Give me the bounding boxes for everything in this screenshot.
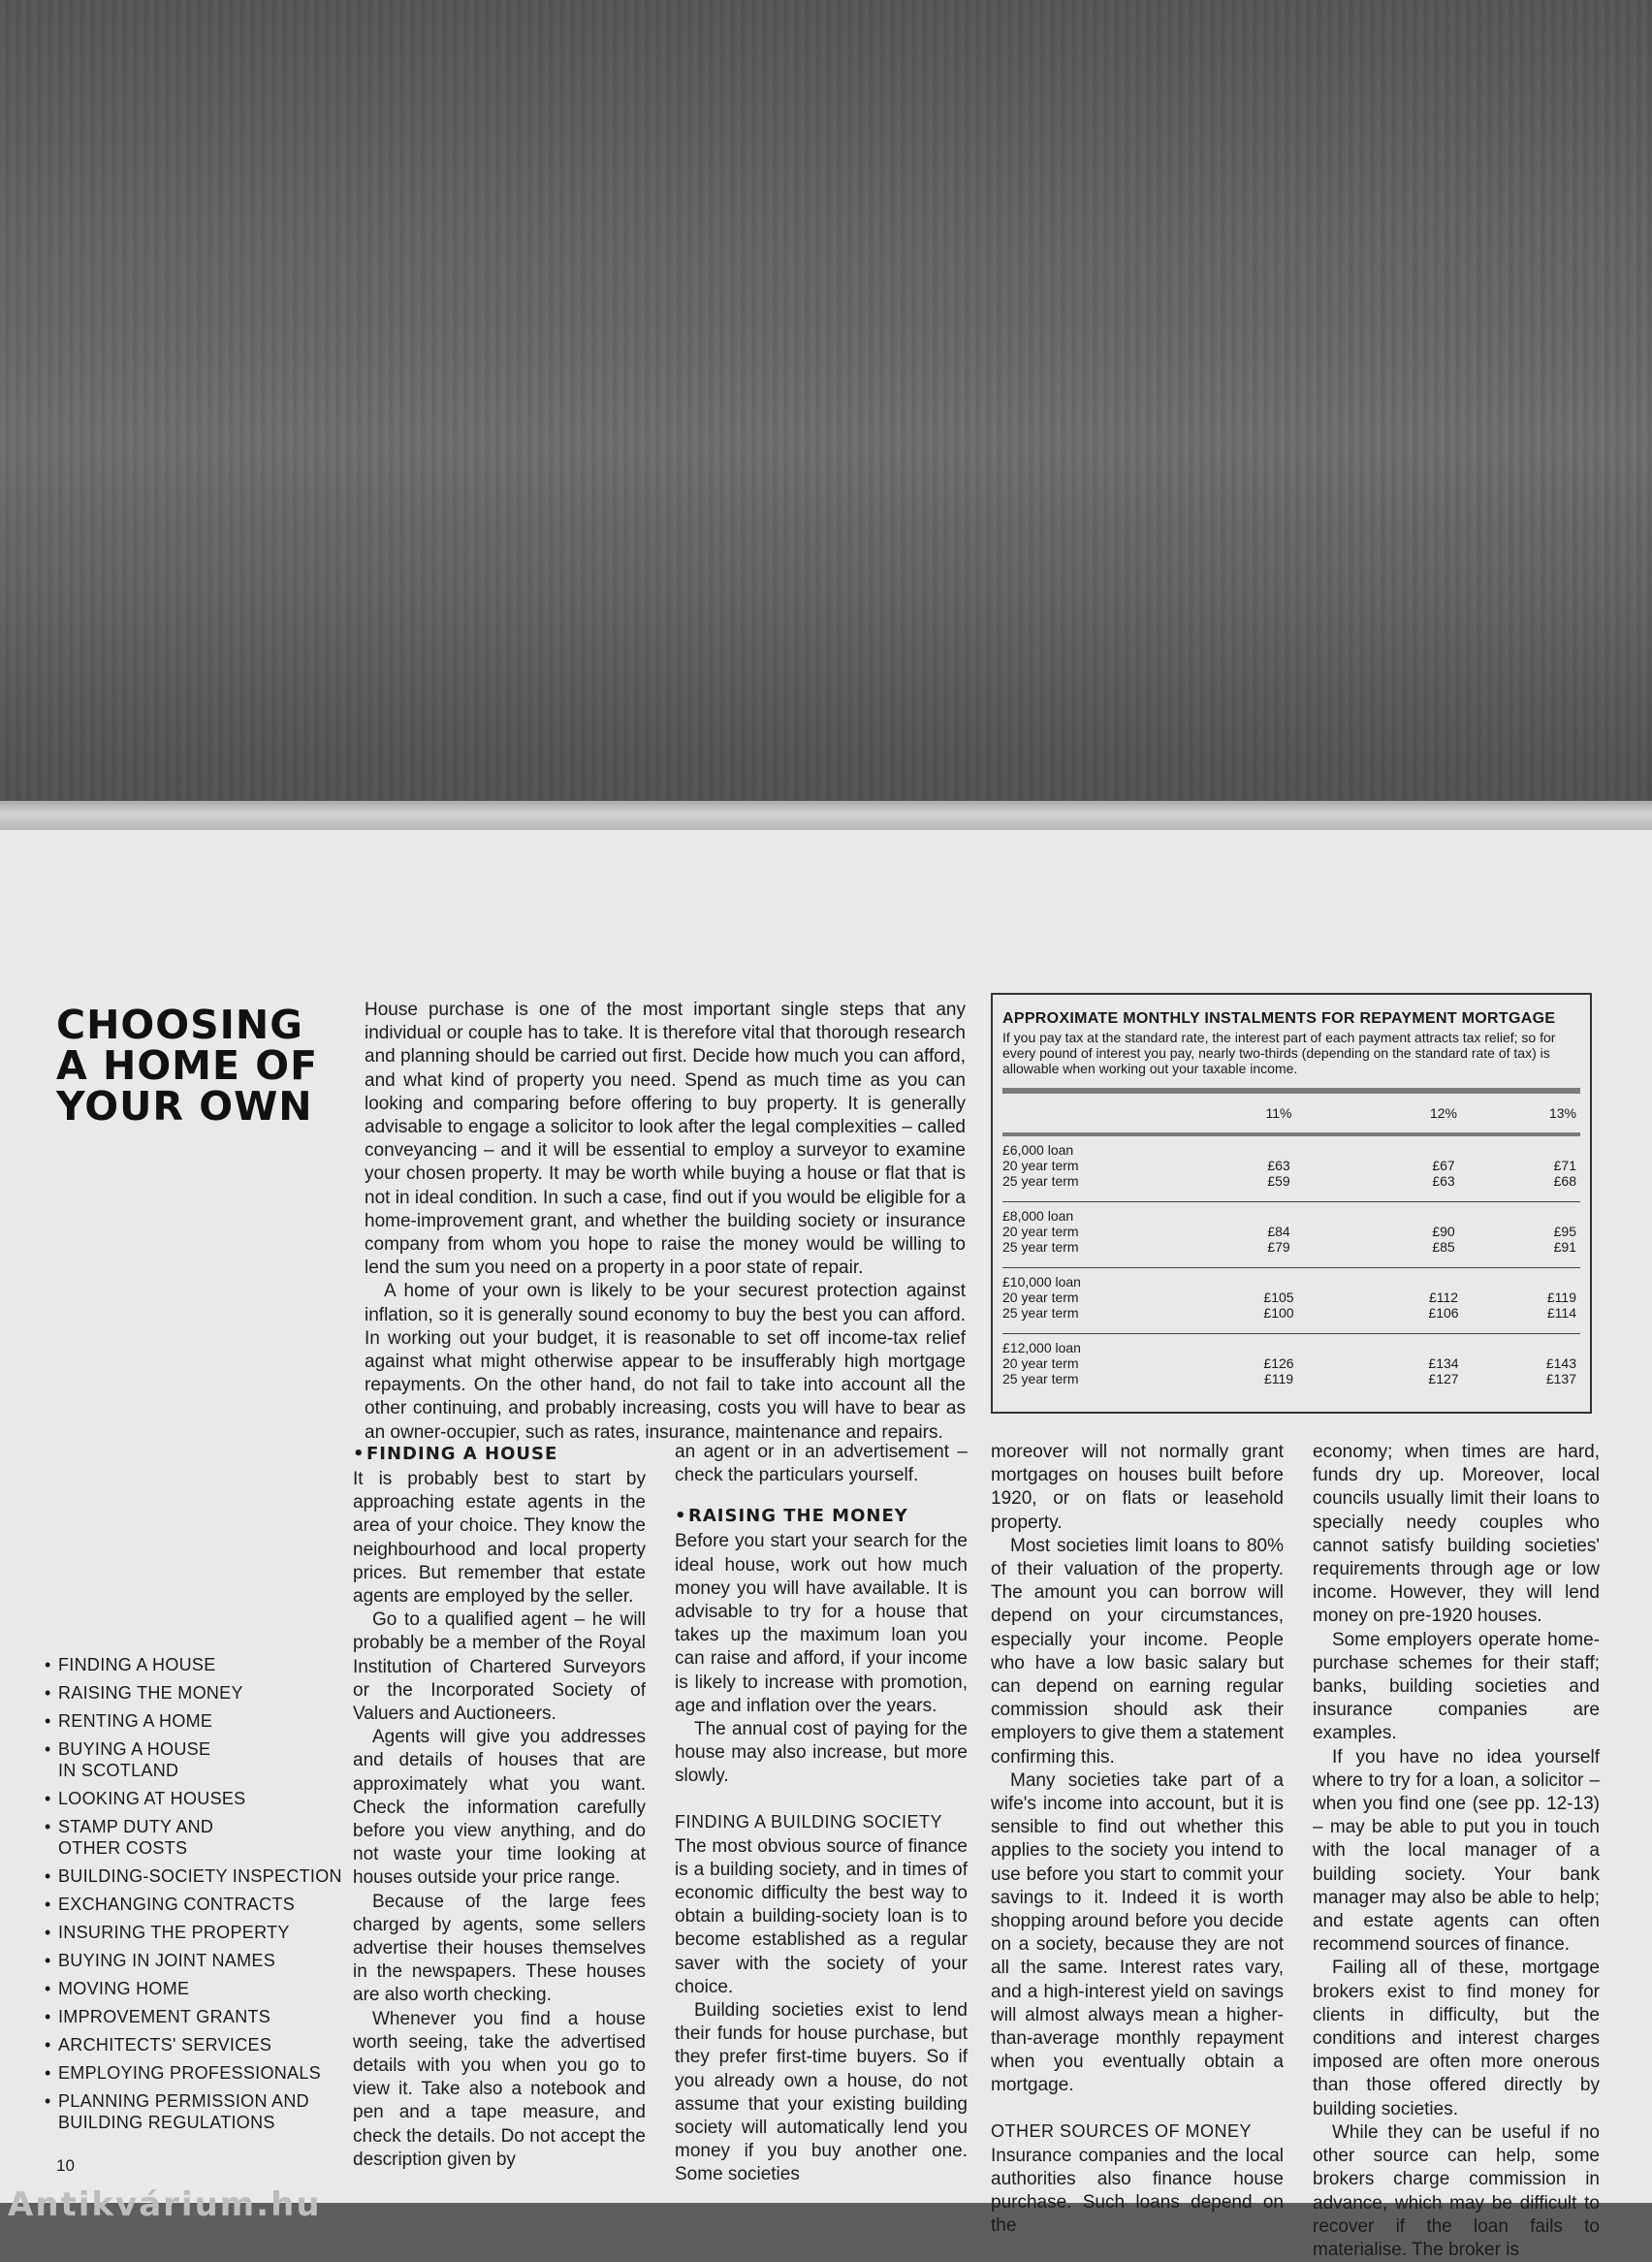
section-heading bbox=[675, 1505, 968, 1528]
contents-label: BUILDING-SOCIETY INSPECTION bbox=[58, 1866, 342, 1886]
bullet-icon: • bbox=[45, 1923, 51, 1942]
paragraph: Whenever you find a house worth seeing, take the advertised details with you when you go to view it. Take also a notebook and pen and a tape measure, and check the details. Do not accept the description given by bbox=[353, 2008, 646, 2170]
cell-value: £63 bbox=[1267, 1158, 1290, 1173]
contents-item bbox=[45, 2062, 355, 2084]
background-shade bbox=[0, 0, 1652, 805]
cell-value: £114 bbox=[1546, 1305, 1576, 1321]
intro-paragraph: A home of your own is likely to be your securest protection against inflation, so it is generally sound economy to buy the best you can afford. In working out your budget, it is reasonable to set off income-tax relief against what might otherwise appear to be insufferably high mortgage repayments. On the other hand, do not fail to take into account all the other continuing, and probably increasing, costs you will have to bear as an owner-occupier, such as rates, insurance, maintenance and repairs. bbox=[365, 1281, 966, 1443]
page-edge bbox=[0, 801, 1652, 832]
paragraph: The most obvious source of finance is a building society, and in times of economic difficulty the best way to obtain a building-society loan is to become established as a regular saver with the society of your choice. bbox=[675, 1835, 968, 1997]
paragraph: Go to a qualified agent – he will probably be a member of the Royal Institution of Chartered Surveyors or the Incorporated Society of Valuers and Auctioneers. bbox=[353, 1609, 646, 1725]
title-line: YOUR OWN bbox=[56, 1083, 313, 1130]
contents-item bbox=[45, 1865, 355, 1887]
term-label: 25 year term bbox=[1002, 1305, 1079, 1321]
table-title: APPROXIMATE MONTHLY INSTALMENTS FOR REPAYMENT MORTGAGE bbox=[1002, 1010, 1556, 1027]
bullet-icon: • bbox=[45, 1739, 51, 1759]
contents-label: EXCHANGING CONTRACTS bbox=[58, 1895, 296, 1914]
page-title bbox=[56, 1002, 347, 1130]
contents-item bbox=[45, 1788, 355, 1809]
heading-text: FINDING A HOUSE bbox=[366, 1444, 558, 1464]
cell-value: £143 bbox=[1545, 1355, 1576, 1371]
term-label: 20 year term bbox=[1002, 1158, 1079, 1173]
contents-item bbox=[45, 2034, 355, 2055]
contents-item bbox=[45, 1950, 355, 1971]
bullet-icon: • bbox=[45, 1979, 51, 1998]
bullet-icon: • bbox=[45, 1711, 51, 1731]
cell-value: £105 bbox=[1263, 1290, 1294, 1305]
paragraph: Agents will give you addresses and details of houses that are approximately what you want. Check the information carefully before you view anything, and do not waste your time looking at houses outside your price range. bbox=[353, 1727, 646, 1889]
contents-label: BUYING A HOUSE IN SCOTLAND bbox=[58, 1739, 211, 1780]
contents-label: BUYING IN JOINT NAMES bbox=[58, 1951, 275, 1970]
contents-item bbox=[45, 2006, 355, 2027]
cell-value: £63 bbox=[1432, 1173, 1455, 1189]
bullet-icon: • bbox=[45, 1866, 51, 1886]
term-label: 20 year term bbox=[1002, 1224, 1079, 1239]
cell-value: £91 bbox=[1553, 1239, 1576, 1255]
mortgage-table bbox=[991, 993, 1592, 1414]
bullet-icon: • bbox=[45, 2063, 51, 2083]
cell-value: £127 bbox=[1428, 1371, 1459, 1386]
cell-value: £119 bbox=[1546, 1290, 1576, 1305]
bullet-icon: • bbox=[45, 1951, 51, 1970]
heading-text: RAISING THE MONEY bbox=[688, 1506, 908, 1527]
cell-value: £59 bbox=[1267, 1173, 1290, 1189]
text-column-2 bbox=[675, 1441, 968, 2187]
contents-label: FINDING A HOUSE bbox=[58, 1655, 216, 1674]
loan-label: £12,000 loan bbox=[1002, 1340, 1081, 1355]
contents-label: INSURING THE PROPERTY bbox=[58, 1923, 290, 1942]
paragraph: It is probably best to start by approaching estate agents in the area of your choice. They know the neighbourhood and local property prices. But remember that estate agents are employed by the seller. bbox=[353, 1469, 646, 1608]
bullet-icon: • bbox=[45, 1789, 51, 1808]
text-column-1 bbox=[353, 1441, 646, 2172]
paragraph: Many societies take part of a wife's income into account, but it is sensible to find out whether this applies to the society you intend to use before you start to commit your savings to it. Indeed it is worth shopping around before you decide on a society, because they are not all the same. Interest rates vary, and a high-interest yield on savings will almost always mean a higher-than-average monthly repayment when you eventually obtain a mortgage. bbox=[991, 1769, 1284, 2096]
cell-value: £71 bbox=[1553, 1158, 1576, 1173]
table-header-row bbox=[1002, 1094, 1580, 1132]
cell-value: £67 bbox=[1432, 1158, 1455, 1173]
paragraph: Insurance companies and the local authorities also finance house purchase. Such loans depend on the bbox=[991, 2145, 1284, 2237]
contents-label: STAMP DUTY AND OTHER COSTS bbox=[58, 1817, 214, 1858]
term-label: 25 year term bbox=[1002, 1239, 1079, 1255]
loan-label: £8,000 loan bbox=[1002, 1208, 1074, 1224]
cell-value: £68 bbox=[1553, 1173, 1576, 1189]
intro-paragraph: House purchase is one of the most important single steps that any individual or couple has to take. It is therefore vital that thorough research and planning should be carried out first. Decide how much you can afford, and what kind of property you need. Spend as much time as you can looking and comparing before offering to buy property. It is generally advisable to engage a solicitor to look after the legal complexities – called conveyancing – and it will be essential to employ a surveyor to examine your chosen property. It may be worth while buying a house or flat that is not in ideal condition. In such a case, find out if you would be eligible for a home-improvement grant, and whether the building society or insurance company from whom you hope to raise the money would be willing to lend the sum you need on a property in a poor state of repair. bbox=[365, 1000, 966, 1279]
term-label: 20 year term bbox=[1002, 1355, 1079, 1371]
intro-text bbox=[365, 999, 966, 1445]
contents-label: ARCHITECTS' SERVICES bbox=[58, 2035, 272, 2055]
contents-list bbox=[45, 1654, 355, 2140]
subheading: OTHER SOURCES OF MONEY bbox=[991, 2120, 1253, 2141]
contents-label: RAISING THE MONEY bbox=[58, 1683, 243, 1703]
cell-value: £100 bbox=[1263, 1305, 1294, 1321]
term-label: 25 year term bbox=[1002, 1371, 1079, 1386]
contents-label: EMPLOYING PROFESSIONALS bbox=[58, 2063, 321, 2083]
bullet-icon: • bbox=[675, 1506, 687, 1527]
contents-item bbox=[45, 1816, 355, 1859]
table-note: If you pay tax at the standard rate, the interest part of each payment attracts tax relief; so for every pound of interest you pay, nearly two-thirds (depending on the standard rate of tax) is allowable when working out your taxable income. bbox=[1002, 1030, 1556, 1076]
rate-header: 12% bbox=[1429, 1105, 1458, 1121]
watermark: Antikvárium.hu bbox=[8, 2185, 322, 2224]
cell-value: £126 bbox=[1263, 1355, 1294, 1371]
page-number: 10 bbox=[56, 2156, 75, 2175]
paragraph: an agent or in an advertisement – check the particulars yourself. bbox=[675, 1442, 968, 1486]
contents-label: RENTING A HOME bbox=[58, 1711, 213, 1731]
cell-value: £90 bbox=[1432, 1224, 1455, 1239]
paragraph: Most societies limit loans to 80% of their valuation of the property. The amount you can borrow will depend on your circumstances, especially your income. People who have a low basic salary but can depend on earning regular commission should ask their employers to give them a statement confirming this. bbox=[991, 1535, 1284, 1768]
bullet-icon: • bbox=[45, 1683, 51, 1703]
contents-item bbox=[45, 1922, 355, 1943]
contents-item bbox=[45, 1894, 355, 1915]
paragraph: economy; when times are hard, funds dry up. Moreover, local councils usually limit their loans to specially needy couples who cannot satisfy building societies' requirements through age or low income. However, they will lend money on pre-1920 houses. bbox=[1313, 1442, 1600, 1627]
text-column-3 bbox=[991, 1441, 1284, 2239]
paragraph: Failing all of these, mortgage brokers exist to find money for clients in difficulty, but the conditions and interest charges imposed are often more onerous than those offered directly by building societies. bbox=[1313, 1958, 1600, 2119]
term-label: 25 year term bbox=[1002, 1173, 1079, 1189]
paragraph: Before you start your search for the ideal house, work out how much money you will have available. It is advisable to try for a house that takes up the maximum loan you can raise and afford, if your income is likely to increase with promotion, age and inflation over the years. bbox=[675, 1531, 968, 1716]
paragraph: While they can be useful if no other source can help, some brokers charge commission in advance, which may be difficult to recover if the loan fails to materialise. The broker is bbox=[1313, 2121, 1600, 2260]
paragraph: The annual cost of paying for the house may also increase, but more slowly. bbox=[675, 1719, 968, 1787]
cell-value: £119 bbox=[1263, 1371, 1294, 1386]
bullet-icon: • bbox=[45, 2091, 51, 2111]
table-row bbox=[1002, 1136, 1580, 1202]
bullet-icon: • bbox=[45, 1655, 51, 1674]
cell-value: £134 bbox=[1428, 1355, 1459, 1371]
cell-value: £79 bbox=[1267, 1239, 1290, 1255]
text-column-4 bbox=[1313, 1441, 1600, 2262]
paragraph: Building societies exist to lend their funds for house purchase, but they prefer first-time buyers. So if you already own a house, do not assume that your existing building society will automatically lend you money if you buy another one. Some societies bbox=[675, 2000, 968, 2185]
bullet-icon: • bbox=[45, 2007, 51, 2026]
title-line: A HOME OF bbox=[56, 1042, 319, 1089]
contents-item bbox=[45, 1710, 355, 1732]
title-line: CHOOSING bbox=[56, 1002, 303, 1048]
loan-label: £10,000 loan bbox=[1002, 1274, 1081, 1290]
contents-item bbox=[45, 1682, 355, 1704]
rate-header: 11% bbox=[1265, 1105, 1292, 1121]
paragraph: Because of the large fees charged by agents, some sellers advertise their houses themselves in the newspapers. These houses are also worth checking. bbox=[353, 1891, 646, 2006]
contents-item bbox=[45, 1654, 355, 1675]
contents-item bbox=[45, 2090, 355, 2133]
table-row bbox=[1002, 1268, 1580, 1334]
contents-label: LOOKING AT HOUSES bbox=[58, 1789, 246, 1808]
paragraph: moreover will not normally grant mortgages on houses built before 1920, or on flats or leasehold property. bbox=[991, 1442, 1284, 1533]
loan-label: £6,000 loan bbox=[1002, 1142, 1074, 1158]
cell-value: £85 bbox=[1432, 1239, 1455, 1255]
rate-header: 13% bbox=[1548, 1105, 1576, 1121]
contents-label: MOVING HOME bbox=[58, 1979, 190, 1998]
cell-value: £112 bbox=[1428, 1290, 1459, 1305]
cell-value: £84 bbox=[1267, 1224, 1290, 1239]
bullet-icon: • bbox=[45, 1895, 51, 1914]
paragraph: If you have no idea yourself where to try for a loan, a solicitor – when you find one (see pp. 12-13) – may be able to put you in touch with the local manager of a building society. Your bank manager may also be able to help; and estate agents can often recommend sources of finance. bbox=[1313, 1746, 1600, 1956]
contents-item bbox=[45, 1738, 355, 1781]
bullet-icon: • bbox=[45, 1817, 51, 1836]
table-row bbox=[1002, 1334, 1580, 1400]
section-heading bbox=[353, 1443, 646, 1466]
contents-label: IMPROVEMENT GRANTS bbox=[58, 2007, 271, 2026]
bullet-icon: • bbox=[45, 2035, 51, 2055]
contents-item bbox=[45, 1978, 355, 1999]
subheading: FINDING A BUILDING SOCIETY bbox=[675, 1811, 943, 1832]
paragraph: Some employers operate home-purchase schemes for their staff; banks, building societies and insurance companies are examples. bbox=[1313, 1629, 1600, 1744]
cell-value: £137 bbox=[1545, 1371, 1576, 1386]
contents-label: PLANNING PERMISSION AND BUILDING REGULATIONS bbox=[58, 2091, 309, 2132]
table-row bbox=[1002, 1202, 1580, 1268]
cell-value: £95 bbox=[1553, 1224, 1576, 1239]
cell-value: £106 bbox=[1428, 1305, 1459, 1321]
bullet-icon: • bbox=[353, 1444, 365, 1464]
term-label: 20 year term bbox=[1002, 1290, 1079, 1305]
